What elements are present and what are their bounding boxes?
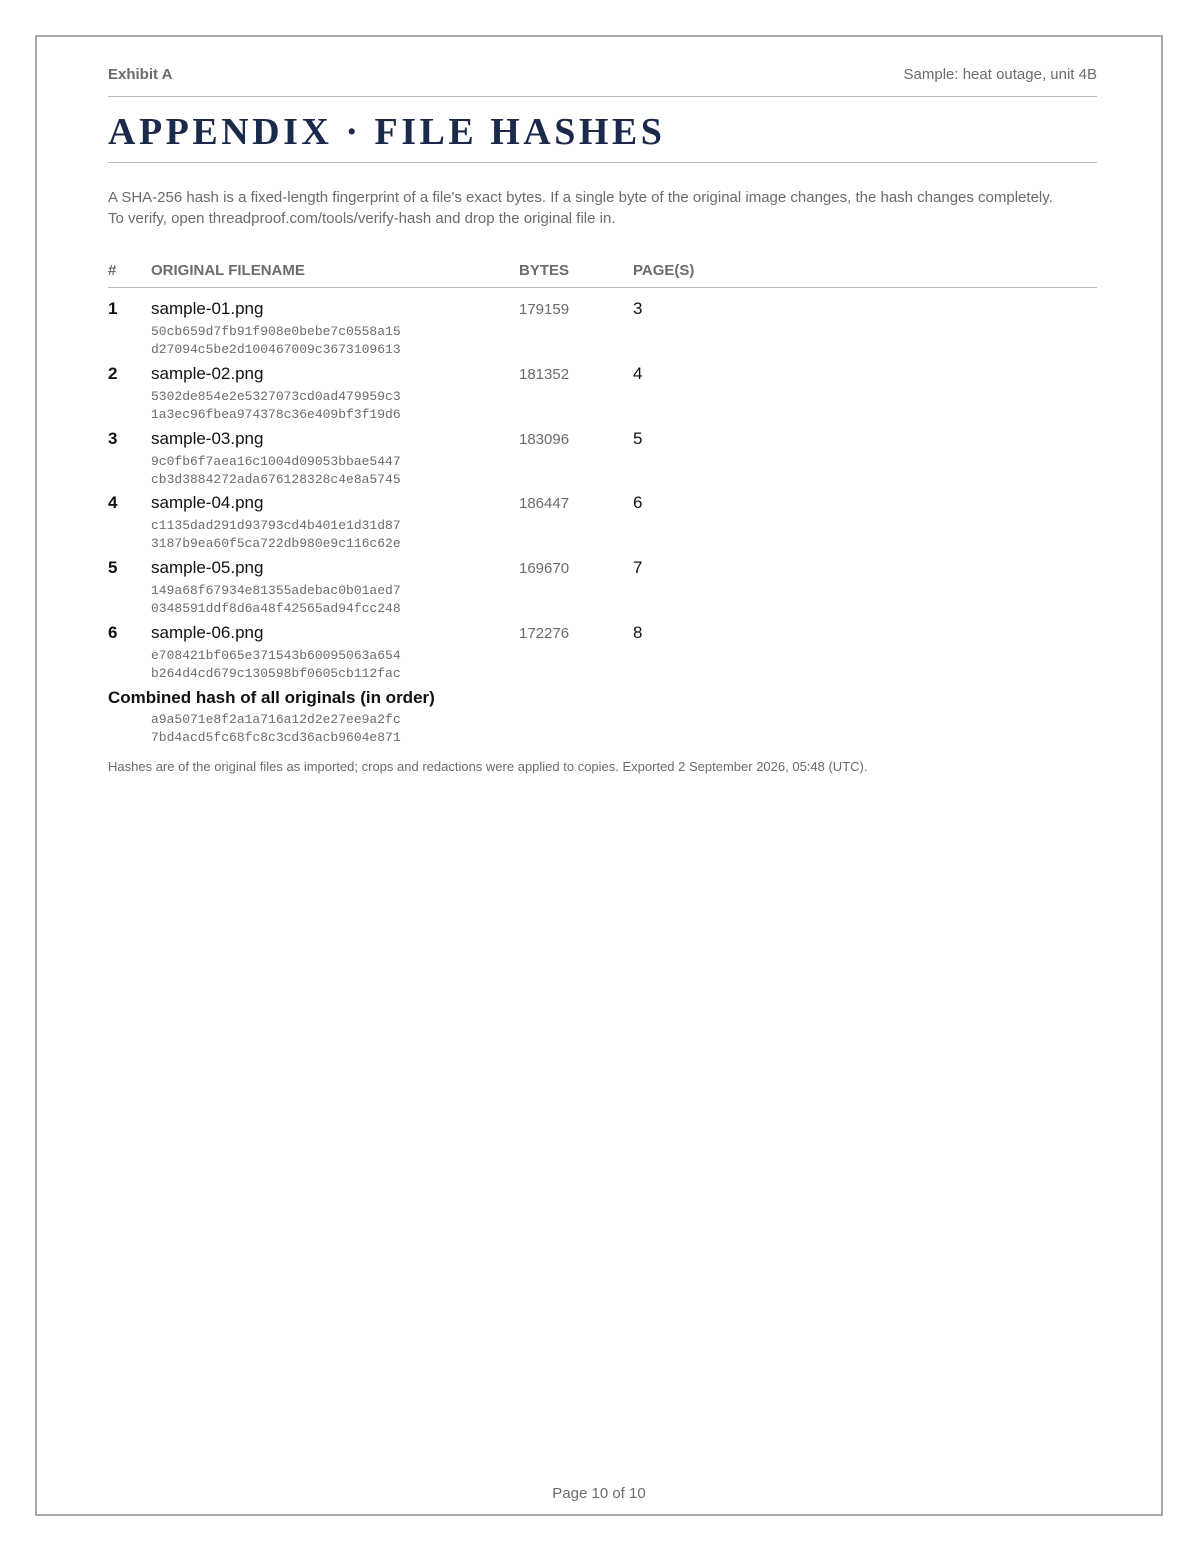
page-header xyxy=(108,37,1097,97)
row-filename: sample-05.png xyxy=(151,558,264,578)
hash-line-2: b264d4cd679c130598bf0605cb112fac xyxy=(151,665,401,681)
hash-line-2: 1a3ec96fbea974378c36e409bf3f19d6 xyxy=(151,406,401,422)
hash-line-1: 9c0fb6f7aea16c1004d09053bbae5447 xyxy=(151,453,401,469)
row-hash xyxy=(151,647,451,683)
row-number: 1 xyxy=(108,299,118,318)
intro-line-2: To verify, open threadproof.com/tools/verify-hash and drop the original file in. xyxy=(108,210,616,227)
row-pages: 8 xyxy=(633,622,643,642)
hash-line-1: c1135dad291d93793cd4b401e1d31d87 xyxy=(151,518,401,534)
row-bytes: 186447 xyxy=(519,495,570,513)
document-page xyxy=(35,35,1163,1516)
combined-hash-label: Combined hash of all originals (in order) xyxy=(108,687,435,707)
hash-line-2: 3187b9ea60f5ca722db980e9c116c62e xyxy=(151,536,401,552)
table-body xyxy=(108,288,1097,688)
hash-line-2: 7bd4acd5fc68fc8c3cd36acb9604e871 xyxy=(151,729,401,745)
header-filename: ORIGINAL FILENAME xyxy=(151,262,305,279)
row-number: 6 xyxy=(108,622,118,642)
hash-line-1: 149a68f67934e81355adebac0b01aed7 xyxy=(151,583,401,599)
row-filename: sample-02.png xyxy=(151,363,264,383)
hash-line-1: 50cb659d7fb91f908e0bebe7c0558a15 xyxy=(151,324,401,339)
table-row xyxy=(108,623,1097,688)
footnote: Hashes are of the original files as imported; crops and redactions were applied to copies. Exported 2 September 2026, 05:48 (UTC). xyxy=(108,758,868,774)
row-bytes: 179159 xyxy=(519,301,570,318)
row-hash xyxy=(151,517,451,553)
row-filename: sample-06.png xyxy=(151,622,264,642)
table-row xyxy=(108,364,1097,429)
row-hash xyxy=(151,388,451,424)
hash-line-1: 5302de854e2e5327073cd0ad479959c3 xyxy=(151,388,401,404)
hash-line-2: cb3d3884272ada676128328c4e8a5745 xyxy=(151,471,401,487)
intro-line-1: A SHA-256 hash is a fixed-length fingerprint of a file's exact bytes. If a single byte of the original image changes, the hash changes completely. xyxy=(108,189,1053,206)
table-header-row xyxy=(108,248,1097,288)
row-pages: 4 xyxy=(633,363,643,383)
table-row xyxy=(108,493,1097,558)
hash-line-2: d27094c5be2d100467009c3673109613 xyxy=(151,342,401,357)
intro-paragraph xyxy=(108,187,1097,229)
row-number: 2 xyxy=(108,363,118,383)
table-row xyxy=(108,558,1097,623)
page-content xyxy=(108,37,1097,787)
row-hash xyxy=(151,323,451,359)
case-label: Sample: heat outage, unit 4B xyxy=(903,66,1097,83)
table-row xyxy=(108,429,1097,494)
page-number: Page 10 of 10 xyxy=(552,1485,646,1502)
row-number: 5 xyxy=(108,558,118,578)
row-pages: 5 xyxy=(633,428,643,448)
row-number: 4 xyxy=(108,493,118,513)
combined-hash-section xyxy=(108,688,1097,748)
row-hash xyxy=(151,453,451,489)
row-pages: 7 xyxy=(633,558,643,578)
table-row xyxy=(108,299,1097,364)
header-bytes: BYTES xyxy=(519,262,570,279)
row-bytes: 181352 xyxy=(519,365,570,383)
file-hash-table xyxy=(108,248,1097,748)
title-block xyxy=(108,97,1097,163)
row-filename: sample-01.png xyxy=(151,299,264,318)
row-hash xyxy=(151,582,451,618)
row-bytes: 183096 xyxy=(519,430,570,448)
header-num: # xyxy=(108,262,117,279)
row-bytes: 169670 xyxy=(519,560,570,578)
page-title: APPENDIX · FILE HASHES xyxy=(108,111,666,153)
hash-line-2: 0348591ddf8d6a48f42565ad94fcc248 xyxy=(151,601,401,617)
combined-hash-value xyxy=(151,711,401,747)
hash-line-1: e708421bf065e371543b60095063a654 xyxy=(151,647,401,663)
row-filename: sample-03.png xyxy=(151,428,264,448)
row-pages: 6 xyxy=(633,493,643,513)
exhibit-label: Exhibit A xyxy=(108,66,173,83)
row-pages: 3 xyxy=(633,299,643,318)
hash-line-1: a9a5071e8f2a1a716a12d2e27ee9a2fc xyxy=(151,711,401,727)
header-pages: PAGE(S) xyxy=(633,262,695,279)
row-number: 3 xyxy=(108,428,118,448)
row-filename: sample-04.png xyxy=(151,493,264,513)
row-bytes: 172276 xyxy=(519,624,570,642)
